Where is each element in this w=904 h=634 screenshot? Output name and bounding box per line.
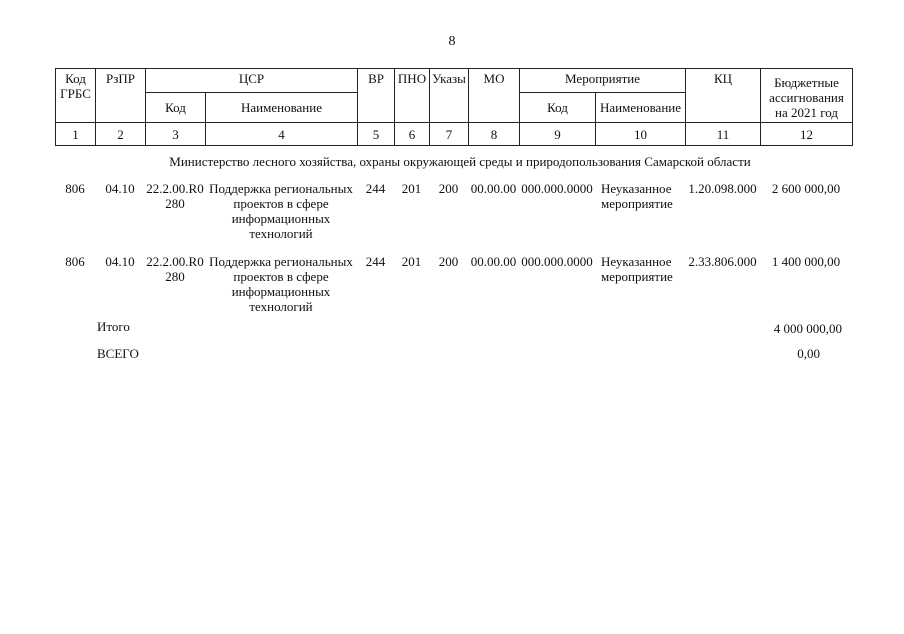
header-budget: Бюджетные ассигнования на 2021 год: [761, 69, 853, 123]
cell-grbs: 806: [65, 181, 85, 196]
vsego-value: 0,00: [797, 346, 820, 361]
header-mo: МО: [469, 69, 520, 123]
column-number: 11: [686, 123, 761, 146]
cell-mer-name: Неуказанное мероприятие: [601, 254, 673, 284]
cell-rzpr: 04.10: [105, 181, 135, 196]
column-number: 2: [96, 123, 146, 146]
header-csr: ЦСР: [146, 69, 358, 93]
column-number: 6: [395, 123, 430, 146]
cell-rzpr: 04.10: [105, 254, 135, 269]
header-mer-name: Наименование: [596, 93, 686, 123]
column-number: 7: [430, 123, 469, 146]
header-mer-kod: Код: [520, 93, 596, 123]
column-number: 1: [56, 123, 96, 146]
header-vr: ВР: [358, 69, 395, 123]
cell-mer-kod: 000.000.0000: [521, 254, 593, 269]
column-number: 5: [358, 123, 395, 146]
cell-ukazy: 200: [438, 181, 459, 196]
column-number: 10: [596, 123, 686, 146]
cell-mer-name: Неуказанное мероприятие: [601, 181, 673, 211]
cell-csr-name: Поддержка региональных проектов в сфере информационных технологий: [209, 254, 353, 314]
column-number: 4: [206, 123, 358, 146]
cell-pno: 201: [401, 181, 422, 196]
cell-grbs: 806: [65, 254, 85, 269]
cell-csr-name: Поддержка региональных проектов в сфере информационных технологий: [209, 181, 353, 241]
ministry-title: Министерство лесного хозяйства, охраны окружающей среды и природопользования Самарской области: [169, 154, 751, 169]
cell-mo: 00.00.00: [470, 181, 517, 196]
cell-csr-kod: 22.2.00.R0280: [146, 254, 204, 284]
cell-amount: 1 400 000,00: [771, 254, 841, 269]
cell-csr-kod: 22.2.00.R0280: [146, 181, 204, 211]
itogo-label: Итого: [97, 319, 130, 334]
cell-mo: 00.00.00: [470, 254, 517, 269]
header-rzpr: РзПР: [96, 69, 146, 123]
header-kod-grbs: Код ГРБС: [56, 69, 96, 123]
column-number: 3: [146, 123, 206, 146]
table-row: [55, 252, 852, 316]
cell-pno: 201: [401, 254, 422, 269]
cell-vr: 244: [365, 181, 386, 196]
column-number: 9: [520, 123, 596, 146]
cell-mer-kod: 000.000.0000: [521, 181, 593, 196]
header-table: [55, 68, 853, 146]
cell-amount: 2 600 000,00: [771, 181, 841, 196]
data-table: [55, 179, 852, 316]
header-csr-kod: Код: [146, 93, 206, 123]
header-pno: ПНО: [395, 69, 430, 123]
cell-ukazy: 200: [438, 254, 459, 269]
header-meropriyatie: Мероприятие: [520, 69, 686, 93]
header-ukazy: Указы: [430, 69, 469, 123]
page-number: 8: [448, 34, 456, 49]
cell-kc: 2.33.806.000: [688, 254, 757, 269]
cell-vr: 244: [365, 254, 386, 269]
column-number: 8: [469, 123, 520, 146]
itogo-value: 4 000 000,00: [773, 321, 842, 336]
header-csr-name: Наименование: [206, 93, 358, 123]
vsego-label: ВСЕГО: [97, 346, 139, 361]
table-row: [55, 179, 852, 243]
column-number: 12: [761, 123, 853, 146]
header-kc: КЦ: [686, 69, 761, 123]
cell-kc: 1.20.098.000: [688, 181, 757, 196]
